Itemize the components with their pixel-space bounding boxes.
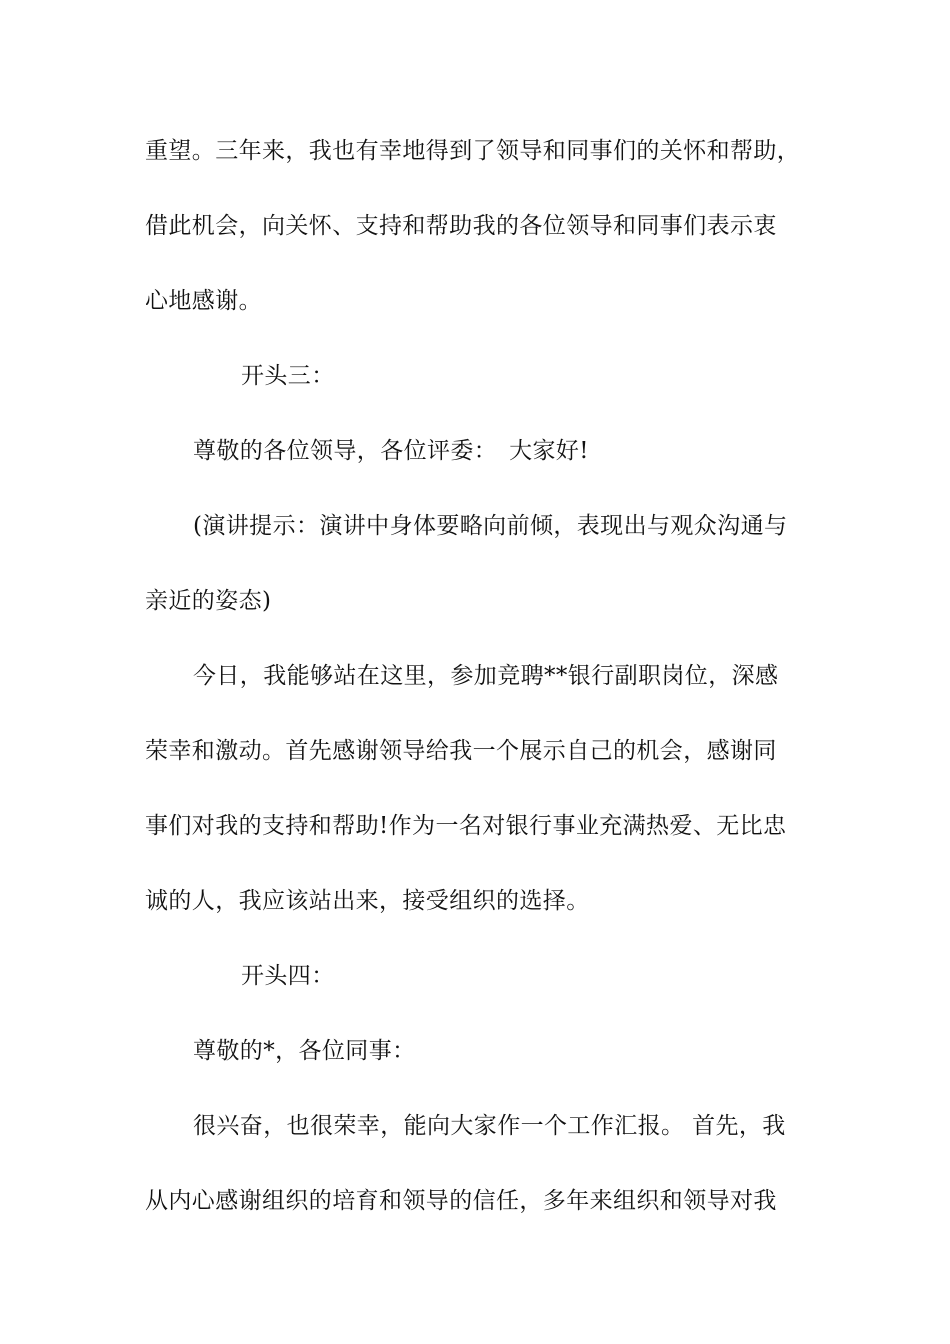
body-text-line: 心地感谢。 [145,288,262,314]
salutation-line: 尊敬的*，各位同事： [193,1038,416,1064]
body-text-line: 今日，我能够站在这里，参加竞聘**银行副职岗位，深感 [193,663,779,689]
salutation-line: 尊敬的各位领导，各位评委： 大家好! [193,438,589,464]
body-text-line: 亲近的姿态) [145,588,272,614]
body-text-line: 借此机会，向关怀、支持和帮助我的各位领导和同事们表示衷 [145,213,777,239]
body-text-line: (演讲提示：演讲中身体要略向前倾，表现出与观众沟通与 [193,513,788,539]
body-text-line: 很兴奋，也很荣幸，能向大家作一个工作汇报。 首先，我 [193,1113,786,1139]
section-heading: 开头四： [241,963,335,989]
body-text-line: 事们对我的支持和帮助!作为一名对银行事业充满热爱、无比忠 [145,813,787,839]
section-heading: 开头三： [241,363,335,389]
body-text-line: 诚的人，我应该站出来，接受组织的选择。 [145,888,590,914]
body-text-line: 荣幸和激动。首先感谢领导给我一个展示自己的机会，感谢同 [145,738,777,764]
body-text-line: 从内心感谢组织的培育和领导的信任，多年来组织和领导对我 [145,1188,777,1214]
body-text-line: 重望。三年来，我也有幸地得到了领导和同事们的关怀和帮助， [145,138,801,164]
